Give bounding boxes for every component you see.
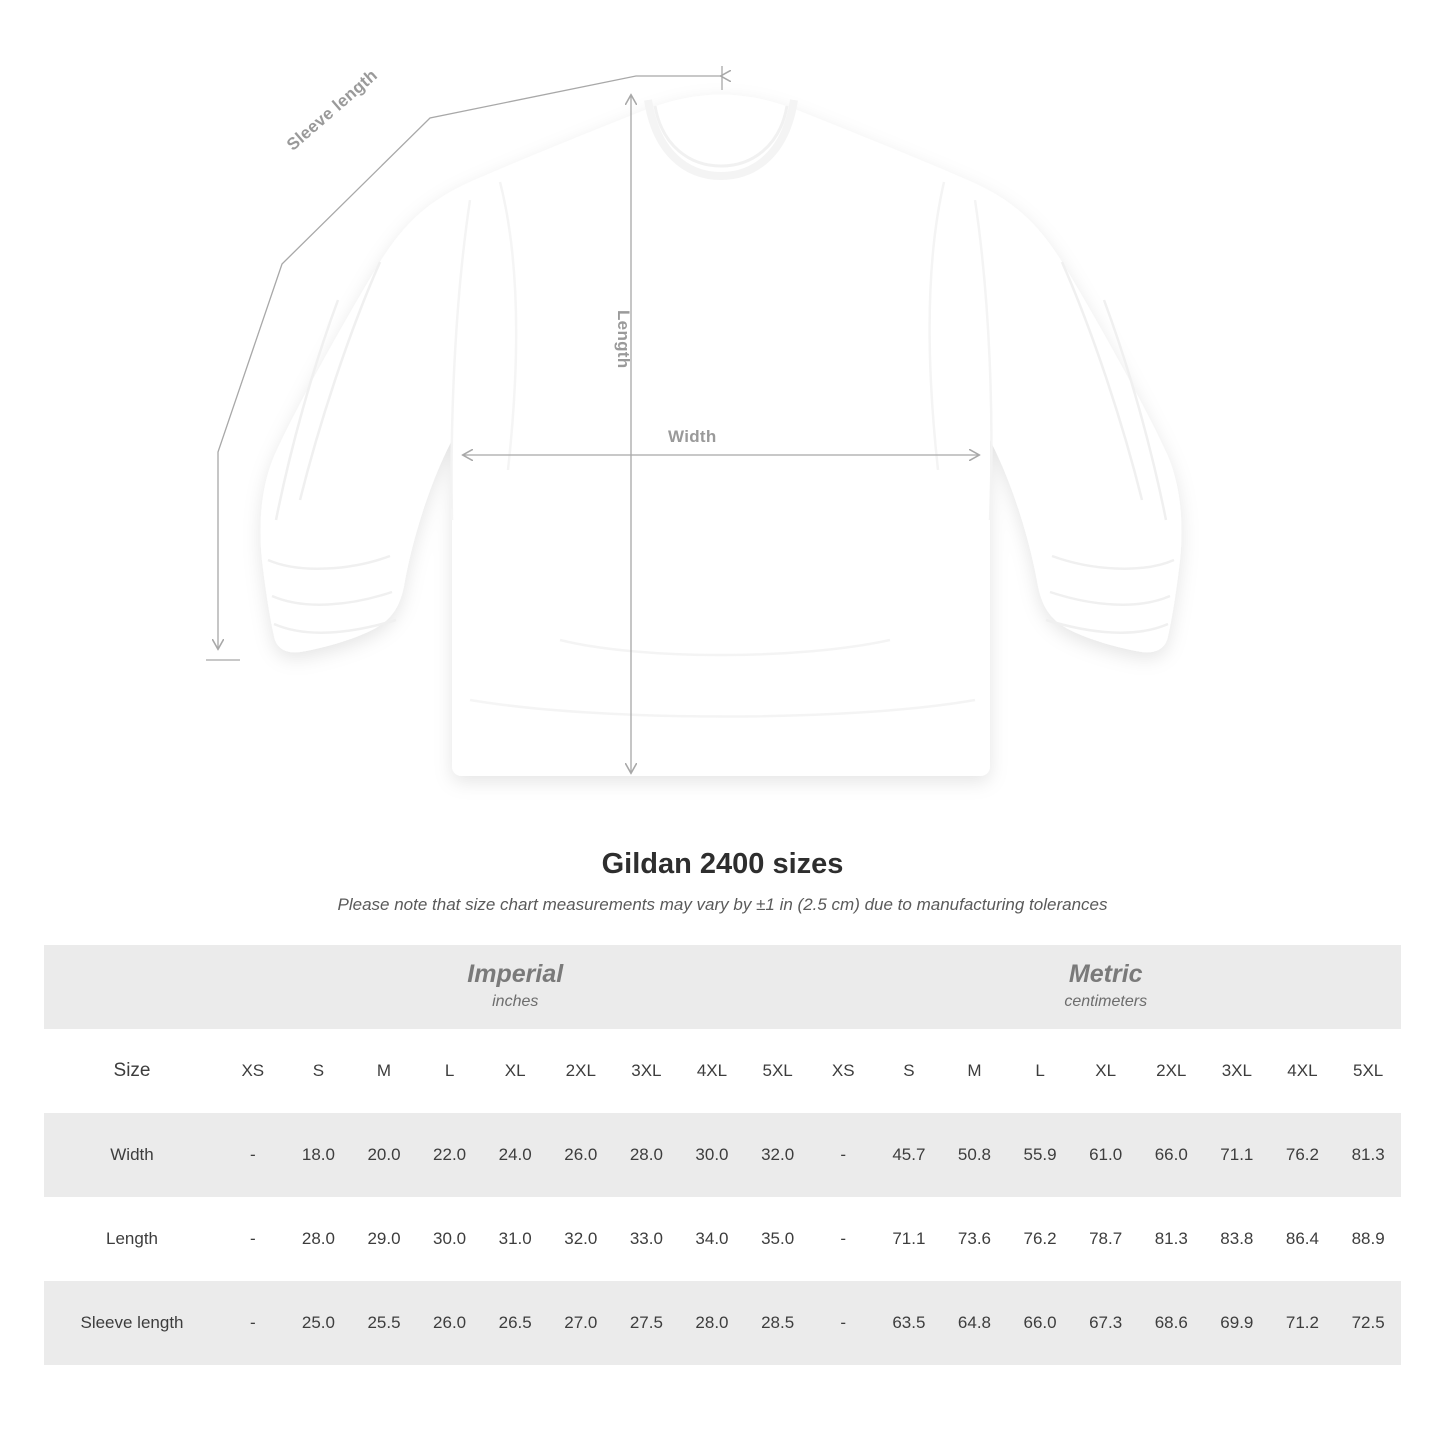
cell-width-met-3xl: 71.1 bbox=[1204, 1113, 1270, 1197]
size-header-met-m: M bbox=[942, 1029, 1008, 1113]
cell-length-met-5xl: 88.9 bbox=[1335, 1197, 1401, 1281]
unit-spacer-cell bbox=[44, 945, 220, 1029]
cell-width-met-2xl: 66.0 bbox=[1138, 1113, 1204, 1197]
cell-length-met-xs: - bbox=[810, 1197, 876, 1281]
size-header-met-s: S bbox=[876, 1029, 942, 1113]
size-header-imp-3xl: 3XL bbox=[614, 1029, 680, 1113]
cell-sleeve-met-5xl: 72.5 bbox=[1335, 1281, 1401, 1365]
cell-length-met-2xl: 81.3 bbox=[1138, 1197, 1204, 1281]
cell-width-met-4xl: 76.2 bbox=[1270, 1113, 1336, 1197]
cell-length-imp-3xl: 33.0 bbox=[614, 1197, 680, 1281]
cell-sleeve-imp-5xl: 28.5 bbox=[745, 1281, 811, 1365]
cell-length-imp-5xl: 35.0 bbox=[745, 1197, 811, 1281]
table-row bbox=[44, 1197, 1401, 1281]
cell-length-met-3xl: 83.8 bbox=[1204, 1197, 1270, 1281]
page-title: Gildan 2400 sizes bbox=[601, 848, 844, 880]
cell-sleeve-met-l: 66.0 bbox=[1007, 1281, 1073, 1365]
size-header-imp-xl: XL bbox=[482, 1029, 548, 1113]
cell-width-met-xl: 61.0 bbox=[1073, 1113, 1139, 1197]
tolerance-note: Please note that size chart measurements may vary by ±1 in (2.5 cm) due to manufacturing tolerances bbox=[337, 895, 1108, 914]
cell-width-imp-3xl: 28.0 bbox=[614, 1113, 680, 1197]
cell-width-met-s: 45.7 bbox=[876, 1113, 942, 1197]
cell-sleeve-met-xs: - bbox=[810, 1281, 876, 1365]
size-header-met-l: L bbox=[1007, 1029, 1073, 1113]
cell-length-met-m: 73.6 bbox=[942, 1197, 1008, 1281]
unit-header-row bbox=[44, 945, 1401, 1029]
size-header-imp-xs: XS bbox=[220, 1029, 286, 1113]
size-header-met-5xl: 5XL bbox=[1335, 1029, 1401, 1113]
cell-sleeve-met-3xl: 69.9 bbox=[1204, 1281, 1270, 1365]
size-header-label: Size bbox=[44, 1029, 220, 1113]
size-header-imp-5xl: 5XL bbox=[745, 1029, 811, 1113]
size-table-wrap bbox=[44, 945, 1401, 1365]
cell-width-met-xs: - bbox=[810, 1113, 876, 1197]
cell-sleeve-imp-3xl: 27.5 bbox=[614, 1281, 680, 1365]
cell-width-imp-xl: 24.0 bbox=[482, 1113, 548, 1197]
cell-sleeve-imp-xs: - bbox=[220, 1281, 286, 1365]
cell-width-imp-5xl: 32.0 bbox=[745, 1113, 811, 1197]
shirt-body-shape bbox=[261, 95, 1182, 777]
cell-sleeve-met-m: 64.8 bbox=[942, 1281, 1008, 1365]
cell-length-met-xl: 78.7 bbox=[1073, 1197, 1139, 1281]
cell-length-imp-l: 30.0 bbox=[417, 1197, 483, 1281]
row-label-length: Length bbox=[44, 1197, 220, 1281]
size-header-met-3xl: 3XL bbox=[1204, 1029, 1270, 1113]
cell-length-met-4xl: 86.4 bbox=[1270, 1197, 1336, 1281]
cell-sleeve-imp-m: 25.5 bbox=[351, 1281, 417, 1365]
cell-length-imp-4xl: 34.0 bbox=[679, 1197, 745, 1281]
cell-sleeve-met-xl: 67.3 bbox=[1073, 1281, 1139, 1365]
size-header-imp-4xl: 4XL bbox=[679, 1029, 745, 1113]
size-header-met-xl: XL bbox=[1073, 1029, 1139, 1113]
cell-width-met-l: 55.9 bbox=[1007, 1113, 1073, 1197]
cell-sleeve-imp-4xl: 28.0 bbox=[679, 1281, 745, 1365]
cell-width-imp-l: 22.0 bbox=[417, 1113, 483, 1197]
cell-sleeve-imp-2xl: 27.0 bbox=[548, 1281, 614, 1365]
width-label: Width bbox=[668, 427, 717, 446]
cell-length-imp-xs: - bbox=[220, 1197, 286, 1281]
metric-group-header bbox=[810, 945, 1401, 1029]
length-label: Length bbox=[614, 310, 633, 369]
metric-unit: centimeters bbox=[1064, 992, 1148, 1010]
size-header-imp-m: M bbox=[351, 1029, 417, 1113]
cell-width-met-m: 50.8 bbox=[942, 1113, 1008, 1197]
cell-sleeve-imp-s: 25.0 bbox=[286, 1281, 352, 1365]
size-header-met-4xl: 4XL bbox=[1270, 1029, 1336, 1113]
sleeve-length-label: Sleeve length bbox=[283, 65, 382, 155]
size-header-imp-s: S bbox=[286, 1029, 352, 1113]
size-header-met-2xl: 2XL bbox=[1138, 1029, 1204, 1113]
cell-width-imp-s: 18.0 bbox=[286, 1113, 352, 1197]
row-label-width: Width bbox=[44, 1113, 220, 1197]
cell-length-met-s: 71.1 bbox=[876, 1197, 942, 1281]
cell-length-imp-m: 29.0 bbox=[351, 1197, 417, 1281]
imperial-group-header bbox=[220, 945, 810, 1029]
size-table bbox=[44, 945, 1401, 1365]
imperial-unit: inches bbox=[492, 992, 539, 1010]
row-label-sleeve-length: Sleeve length bbox=[44, 1281, 220, 1365]
cell-length-imp-2xl: 32.0 bbox=[548, 1197, 614, 1281]
cell-width-imp-4xl: 30.0 bbox=[679, 1113, 745, 1197]
metric-label: Metric bbox=[1068, 959, 1143, 988]
cell-width-imp-m: 20.0 bbox=[351, 1113, 417, 1197]
cell-sleeve-met-4xl: 71.2 bbox=[1270, 1281, 1336, 1365]
size-header-imp-l: L bbox=[417, 1029, 483, 1113]
table-row bbox=[44, 1281, 1401, 1365]
size-header-met-xs: XS bbox=[810, 1029, 876, 1113]
cell-width-imp-2xl: 26.0 bbox=[548, 1113, 614, 1197]
cell-sleeve-met-2xl: 68.6 bbox=[1138, 1281, 1204, 1365]
title-block bbox=[0, 848, 1445, 915]
cell-sleeve-met-s: 63.5 bbox=[876, 1281, 942, 1365]
cell-sleeve-imp-xl: 26.5 bbox=[482, 1281, 548, 1365]
table-row bbox=[44, 1113, 1401, 1197]
imperial-label: Imperial bbox=[467, 959, 564, 988]
cell-length-imp-xl: 31.0 bbox=[482, 1197, 548, 1281]
cell-length-imp-s: 28.0 bbox=[286, 1197, 352, 1281]
cell-length-met-l: 76.2 bbox=[1007, 1197, 1073, 1281]
size-header-row bbox=[44, 1029, 1401, 1113]
size-header-imp-2xl: 2XL bbox=[548, 1029, 614, 1113]
cell-sleeve-imp-l: 26.0 bbox=[417, 1281, 483, 1365]
cell-width-met-5xl: 81.3 bbox=[1335, 1113, 1401, 1197]
cell-width-imp-xs: - bbox=[220, 1113, 286, 1197]
